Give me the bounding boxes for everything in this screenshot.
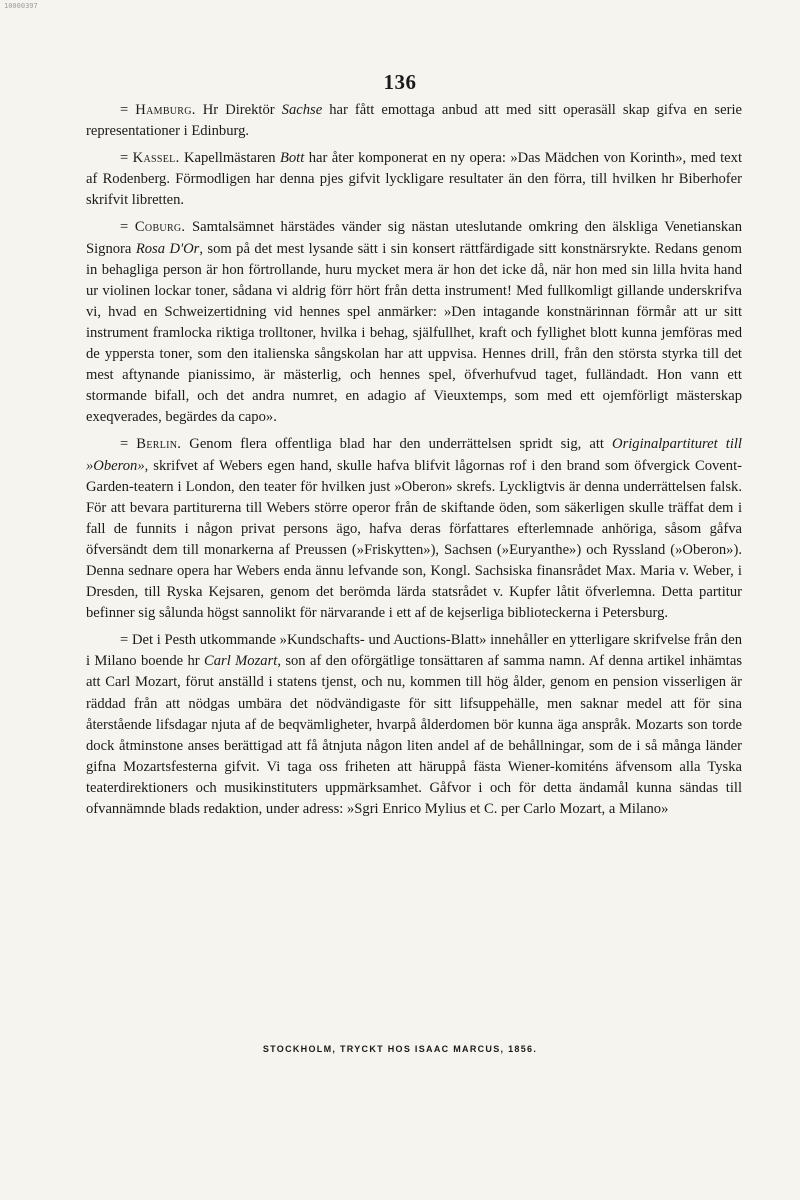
section-marker: = bbox=[120, 219, 135, 236]
news-paragraph bbox=[86, 630, 742, 820]
body-text: har fått emottaga anbud att med sitt operasäll skap gifva en serie representationer i Edinburg. bbox=[86, 102, 742, 140]
body-text: Genom flera offentliga blad har den underrättelsen spridt sig, att bbox=[181, 436, 613, 453]
emphasized-text: Bott bbox=[279, 150, 305, 167]
body-text: , som på det mest lysande sätt i sin konsert rättfärdigade sitt konstnärsrykte. Redans genom in behagliga person är hon förtrollande, huru mycket mera är hon det icke då, när hon med sin lilla hvita hand ur violinen lockar toner, sådana vi aldrig förr hört från detta instrument! Med fullkomligt gillande underskrifva vi, hvad en Schweizertidning vid hennes spel anmärker: »Den intagande konstnärinnan förmår att ur sitt instrument framlocka riktiga trolltoner, hvilka i behag, själfullhet, kraft och fyllighet blott kunna jemföras med de yppersta toner, som den italienska sångskolan har att uppvisa. Hennes drill, från den största styrka till det mest aftynande pianissimo, är mästerlig, och hennes spel, öfverhufvud taget, fulländadt. Hon vann ett stormande bifall, och det andra numret, en adagio af Vieuxtemps, som med ett ojemförligt mästerskap exeqverades, begärdes da capo». bbox=[86, 240, 742, 426]
emphasized-text: Sachse bbox=[281, 102, 323, 118]
article-body bbox=[86, 100, 742, 826]
news-paragraph bbox=[86, 148, 742, 211]
emphasized-text: Originalpartituret till »Oberon» bbox=[86, 436, 742, 474]
place-heading: Coburg. bbox=[134, 219, 186, 236]
body-text: Kapellmästaren bbox=[179, 150, 280, 167]
place-heading: Kassel. bbox=[132, 150, 180, 167]
body-text: Hr Direktör bbox=[195, 102, 282, 118]
section-marker: = bbox=[120, 436, 137, 453]
body-text: , son af den oförgätlige tonsättaren af samma namn. Af denna artikel inhämtas att Carl Mozart, förut anställd i statens tjenst, och nu, kommen till hög ålder, genom en pension visserligen är räddad från att nödgas umbära det nödvändigaste för sitt lifsuppehälle, men saknar medel att för sina återstående lifsdagar njuta af de beqvämligheter, hvarpå ålderdomen bör kunna äga anspråk. Mozarts son torde dock åtminstone anses berättigad att få åtnjuta någon liten andel af de behållningar, som de i så många länder gifna Mozartsfesterna gifvit. Vi taga oss friheten att häruppå fästa Wiener-komiténs äfvensom alla Tyska teaterdirektioners och musikinstituters uppmärksamhet. Gåfvor i och för detta ändamål kunna sändas till ofvannämnde blads redaktion, under adress: »Sgri Enrico Mylius et C. per Carlo Mozart, a Milano» bbox=[86, 653, 743, 817]
printer-imprint: STOCKHOLM, TRYCKT HOS ISAAC MARCUS, 1856. bbox=[262, 1044, 538, 1054]
news-paragraph bbox=[86, 217, 742, 428]
emphasized-text: Carl Mozart bbox=[204, 653, 278, 670]
news-paragraph bbox=[86, 100, 742, 142]
body-text: Samtalsämnet härstädes vänder sig nästan uteslutande omkring den älskliga Venetianskan Signora bbox=[86, 219, 742, 257]
place-heading: Hamburg. bbox=[135, 102, 196, 118]
body-text: Det i Pesth utkommande »Kundschafts- und Auctions-Blatt» innehåller en ytterligare skrifvelse från den i Milano boende hr bbox=[86, 632, 742, 670]
section-marker: = bbox=[120, 102, 136, 118]
news-paragraph bbox=[86, 434, 742, 624]
section-marker: = bbox=[120, 632, 132, 649]
place-heading: Berlin. bbox=[136, 436, 182, 453]
body-text: har åter komponerat en ny opera: »Das Mädchen von Korinth», med text af Rodenberg. Förmodligen har denna pjes gifvit lyckligare resultater än den förra, till hvilken hr Biberhofer skrifvit libretten. bbox=[86, 150, 743, 209]
catalog-number: 10000397 bbox=[4, 2, 38, 10]
section-marker: = bbox=[120, 150, 133, 167]
emphasized-text: Rosa D'Or bbox=[135, 240, 200, 257]
body-text: , skrifvet af Webers egen hand, skulle hafva blifvit lågornas rof i den brand som öfvergick Covent-Garden-teatern i London, den teater för hvilken just »Oberon» skrefs. Lyckligtvis är denna underrättelsen falsk. För att bevara partiturerna till Webers större operor från de skiftande öden, som säkerligen skulle träffat dem i fall de funnits i någon privat persons ägo, hafva deras författares efterlemnade anhöriga, såsom gåfva öfversändt dem till monarkerna af Preussen (»Friskytten»), Sachsen (»Euryanthe») och Ryssland (»Oberon»). Denna sednare opera har Webers enda ännu lefvande son, Kongl. Sachsiska finansrådet Max. Maria v. Weber, i Dresden, till Ryska Kejsaren, genom det berömda lärda statsrådet v. Kupfer låtit öfverlemna. Detta partitur befinner sig sålunda högst sannolikt för närvarande i ett af de kejserliga biblioteckerna i Petersburg. bbox=[86, 457, 742, 622]
page-number: 136 bbox=[383, 70, 417, 94]
